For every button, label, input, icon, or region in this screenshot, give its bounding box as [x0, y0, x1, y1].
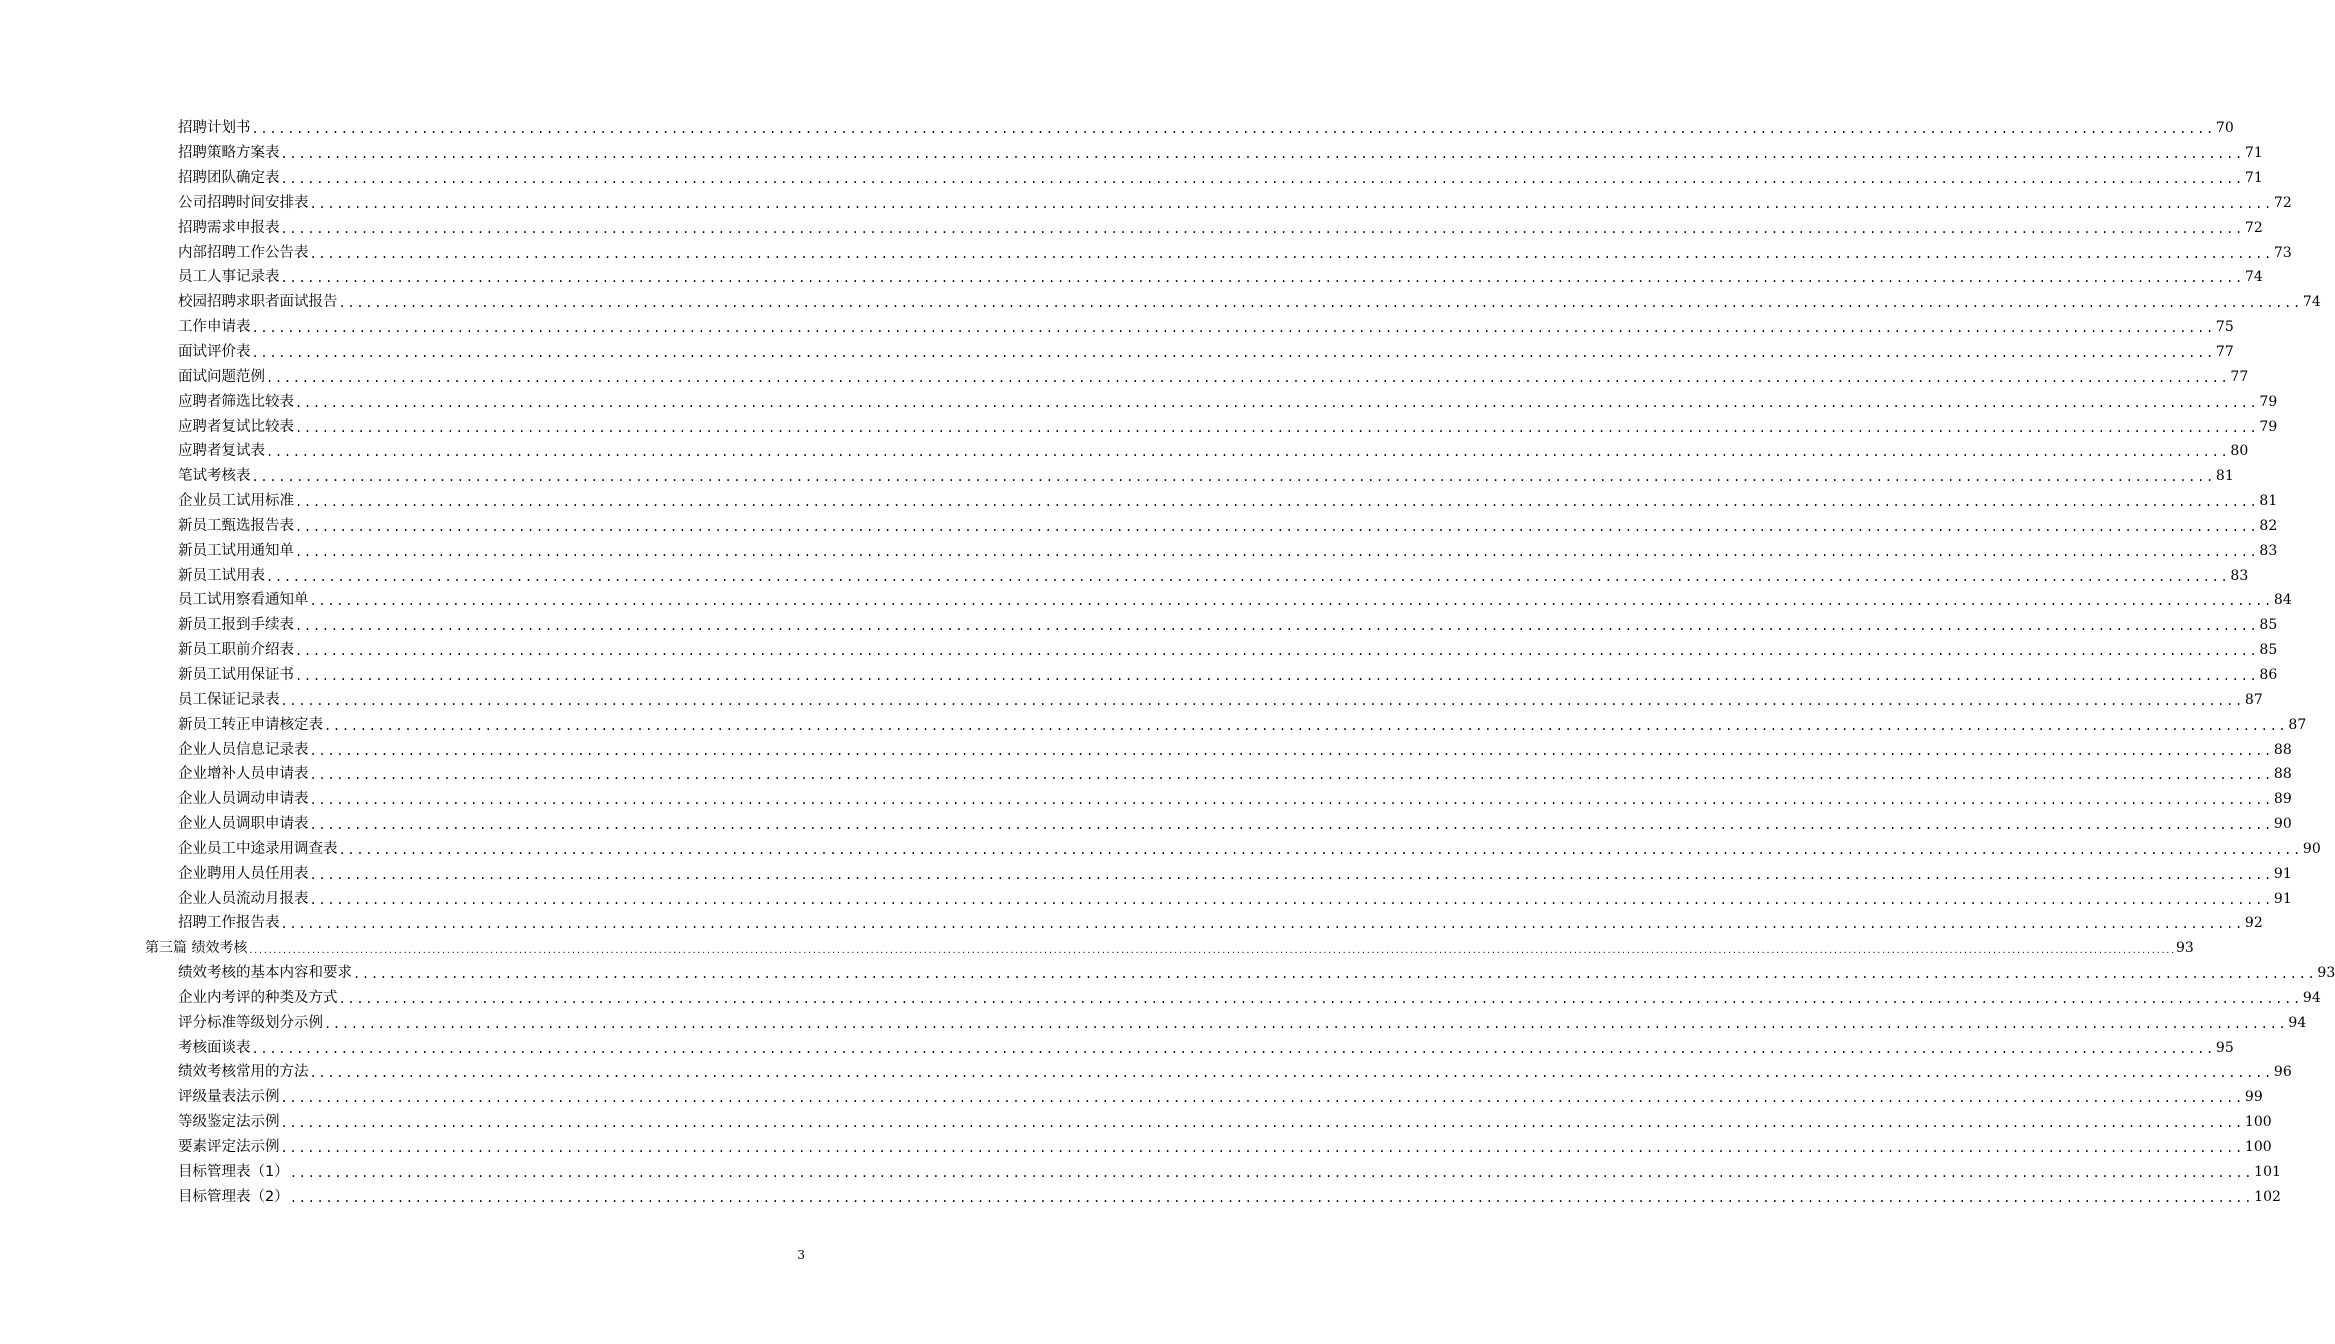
toc-entry[interactable]: [0, 265, 2263, 290]
toc-entry[interactable]: [0, 315, 2234, 340]
toc-entry[interactable]: [0, 215, 2263, 240]
toc-dot-leader: ............................................................................................................................................................................................................................: [309, 1066, 2273, 1081]
toc-entry-title: 员工人事记录表: [178, 269, 280, 286]
toc-dot-leader: ............................................................................................................................................................................................................................: [251, 122, 2215, 137]
toc-dot-leader: ............................................................................................................................................................................................................................: [309, 768, 2273, 783]
toc-entry[interactable]: [0, 1110, 2272, 1135]
toc-entry-page: 94: [2288, 1014, 2307, 1031]
toc-entry[interactable]: [0, 961, 2335, 986]
toc-dot-leader: ............................................................................................................................................................................................................................: [266, 445, 2230, 460]
toc-entry[interactable]: [0, 414, 2278, 439]
toc-entry-page: 83: [2259, 542, 2278, 559]
toc-entry-title: 考核面谈表: [178, 1039, 251, 1056]
toc-entry-page: 77: [2215, 344, 2234, 361]
toc-dot-leader: ............................................................................................................................................................................................................................: [309, 743, 2273, 758]
toc-dot-leader: ............................................................................................................................................................................................................................: [280, 271, 2244, 286]
toc-entry-page: 86: [2259, 666, 2278, 683]
toc-entry-title: 员工试用察看通知单: [178, 592, 309, 609]
toc-entry-page: 79: [2259, 393, 2278, 410]
toc-entry[interactable]: [0, 687, 2263, 712]
toc-entry[interactable]: [0, 191, 2292, 216]
toc-entry-title: 企业人员调职申请表: [178, 816, 309, 833]
toc-entry[interactable]: [0, 464, 2234, 489]
toc-entry-page: 96: [2273, 1064, 2292, 1081]
toc-entry-title: 校园招聘求职者面试报告: [178, 294, 338, 311]
toc-entry[interactable]: [0, 1060, 2292, 1085]
toc-entry-title: 应聘者筛选比较表: [178, 393, 294, 410]
toc-entry[interactable]: [0, 836, 2321, 861]
toc-entry[interactable]: [0, 514, 2278, 539]
toc-entry-title: 要素评定法示例: [178, 1139, 280, 1156]
toc-entry[interactable]: [0, 389, 2278, 414]
toc-entry[interactable]: [0, 663, 2278, 688]
toc-entry[interactable]: [0, 116, 2234, 141]
toc-entry-title: 绩效考核的基本内容和要求: [178, 965, 352, 982]
toc-entry-title: 企业聘用人员任用表: [178, 865, 309, 882]
toc-entry-page: 90: [2273, 816, 2292, 833]
toc-entry[interactable]: [0, 1010, 2307, 1035]
toc-entry-title: 目标管理表（1）: [178, 1163, 289, 1180]
toc-entry-page: 90: [2302, 840, 2321, 857]
toc-entry-title: 评分标准等级划分示例: [178, 1014, 323, 1031]
toc-entry-page: 84: [2273, 592, 2292, 609]
toc-dot-leader: ............................................................................................................................................................................................................................: [251, 346, 2215, 361]
toc-entry-title: 评级量表法示例: [178, 1089, 280, 1106]
toc-entry-page: 80: [2230, 443, 2249, 460]
toc-dot-leader: ............................................................................................................................................................................................................................: [251, 1041, 2215, 1056]
toc-dot-leader: ............................................................................................................................................................................................................................: [251, 470, 2215, 485]
toc-dot-leader: ............................................................................................................................................................................................................................: [295, 668, 2259, 683]
toc-entry[interactable]: [0, 787, 2292, 812]
toc-entry-title: 应聘者复试表: [178, 443, 265, 460]
toc-entry-title: 应聘者复试比较表: [178, 418, 294, 435]
toc-entry-page: 93: [2176, 940, 2194, 957]
toc-entry-page: 81: [2215, 468, 2234, 485]
toc-entry-page: 94: [2302, 989, 2321, 1006]
toc-entry-title: 新员工转正申请核定表: [178, 716, 323, 733]
toc-entry[interactable]: [0, 489, 2278, 514]
toc-entry-title: 内部招聘工作公告表: [178, 244, 309, 261]
toc-entry-page: 101: [2254, 1163, 2281, 1180]
toc-entry[interactable]: [0, 986, 2321, 1011]
toc-entry[interactable]: [0, 737, 2292, 762]
toc-dot-leader: ............................................................................................................................................................................................................................: [309, 892, 2273, 907]
toc-dot-leader: ............................................................................................................................................................................................................................: [338, 296, 2302, 311]
toc-entry-title: 企业人员调动申请表: [178, 791, 309, 808]
toc-entry[interactable]: [0, 563, 2249, 588]
toc-dot-leader: ............................................................................................................................................................................................................................: [251, 321, 2215, 336]
toc-entry-title: 新员工试用表: [178, 567, 265, 584]
toc-entry[interactable]: [0, 911, 2263, 936]
toc-entry-title: 等级鉴定法示例: [178, 1114, 280, 1131]
toc-dot-leader: ............................................................................................................................................................................................................................: [295, 495, 2259, 510]
toc-entry-title: 新员工试用保证书: [178, 666, 294, 683]
toc-entry-title: 面试问题范例: [178, 368, 265, 385]
toc-dot-leader: ............................................................................................................................................................................................................................: [280, 147, 2244, 162]
toc-entry-page: 89: [2273, 791, 2292, 808]
toc-dot-leader: ............................................................................................................................................................................................................................: [309, 818, 2273, 833]
table-of-contents: [0, 116, 2335, 1209]
toc-entry-page: 82: [2259, 517, 2278, 534]
toc-dot-leader: ............................................................................................................................................................................................................................: [309, 196, 2273, 211]
toc-dot-leader: ............................................................................................................................................................................................................................: [280, 693, 2244, 708]
toc-dot-leader: ............................................................................................................................................................................................................................: [280, 1116, 2244, 1131]
toc-entry-title: 新员工试用通知单: [178, 542, 294, 559]
toc-dot-leader: ............................................................................................................................................................................................................................: [309, 246, 2273, 261]
toc-entry-page: 93: [2317, 965, 2335, 982]
toc-entry[interactable]: [0, 812, 2292, 837]
toc-entry[interactable]: [0, 1135, 2272, 1160]
toc-entry-page: 70: [2215, 120, 2234, 137]
toc-entry-title: 新员工报到手续表: [178, 617, 294, 634]
toc-entry-page: 74: [2302, 294, 2321, 311]
toc-dot-leader: ............................................................................................................................................................................................................................: [295, 420, 2259, 435]
toc-entry-page: 100: [2244, 1139, 2272, 1156]
toc-dot-leader: ............................................................................................................................................................................................................................: [295, 395, 2259, 410]
toc-entry[interactable]: [0, 166, 2263, 191]
toc-entry-page: 91: [2273, 890, 2292, 907]
toc-entry-title: 工作申请表: [178, 319, 251, 336]
toc-entry-title: 第三篇 绩效考核: [145, 940, 248, 957]
toc-entry-title: 员工保证记录表: [178, 691, 280, 708]
toc-entry-page: 102: [2254, 1188, 2281, 1205]
toc-dot-leader: ............................................................................................................................................................................................................................: [289, 1190, 2254, 1205]
toc-entry-title: 招聘需求申报表: [178, 219, 280, 236]
toc-entry-title: 企业内考评的种类及方式: [178, 989, 338, 1006]
toc-dot-leader: ............................................................................................................................................................................................................................: [280, 221, 2244, 236]
toc-entry-page: 85: [2259, 617, 2278, 634]
toc-entry-page: 95: [2215, 1039, 2234, 1056]
toc-entry[interactable]: [0, 1184, 2281, 1209]
toc-entry[interactable]: [0, 613, 2278, 638]
toc-dot-leader: ............................................................................................................................................................................................................................: [295, 619, 2259, 634]
toc-dot-leader: ............................................................................................................................................................................................................................: [266, 370, 2230, 385]
toc-entry-page: 87: [2288, 716, 2307, 733]
toc-entry-title: 招聘团队确定表: [178, 170, 280, 187]
toc-entry-page: 74: [2244, 269, 2263, 286]
toc-entry[interactable]: [0, 141, 2263, 166]
toc-entry-title: 企业人员信息记录表: [178, 741, 309, 758]
toc-entry[interactable]: [0, 762, 2292, 787]
toc-entry-title: 笔试考核表: [178, 468, 251, 485]
toc-entry-page: 72: [2244, 219, 2263, 236]
toc-entry[interactable]: [0, 1085, 2263, 1110]
toc-dot-leader: ............................................................................................................................................................................................................................: [266, 569, 2230, 584]
toc-entry-page: 75: [2215, 319, 2234, 336]
toc-entry-page: 79: [2259, 418, 2278, 435]
toc-entry[interactable]: [0, 1159, 2281, 1184]
toc-entry-title: 面试评价表: [178, 344, 251, 361]
toc-dot-leader: ............................................................................................................................................................................................................................: [353, 967, 2317, 982]
toc-entry[interactable]: [0, 290, 2321, 315]
toc-dot-leader: ............................................................................................................................................................................................................................: [295, 544, 2259, 559]
toc-dot-leader: ............................................................................................................................................................................................................................: [309, 594, 2273, 609]
toc-entry-page: 72: [2273, 194, 2292, 211]
toc-entry-page: 88: [2273, 741, 2292, 758]
toc-entry-title: 新员工职前介绍表: [178, 642, 294, 659]
toc-entry-page: 85: [2259, 642, 2278, 659]
toc-entry-page: 81: [2259, 493, 2278, 510]
toc-entry-title: 绩效考核常用的方法: [178, 1064, 309, 1081]
toc-section-heading[interactable]: [0, 936, 2194, 961]
toc-entry[interactable]: [0, 364, 2249, 389]
toc-dot-leader: ............................................................................................................................................................................................................................: [324, 1016, 2288, 1031]
toc-entry-title: 新员工甄选报告表: [178, 517, 294, 534]
toc-dot-leader: ............................................................................................................................................................................................................................: [280, 917, 2244, 932]
toc-entry-page: 100: [2244, 1114, 2272, 1131]
toc-dot-leader: ............................................................................................................................................................................................................................: [338, 842, 2302, 857]
toc-entry-page: 99: [2244, 1089, 2263, 1106]
toc-dot-leader: ............................................................................................................................................................................................................................: [338, 991, 2302, 1006]
toc-entry[interactable]: [0, 886, 2292, 911]
toc-entry-page: 73: [2273, 244, 2292, 261]
toc-entry-title: 公司招聘时间安排表: [178, 194, 309, 211]
toc-entry-title: 招聘策略方案表: [178, 145, 280, 162]
toc-entry[interactable]: [0, 439, 2249, 464]
toc-entry-page: 92: [2244, 915, 2263, 932]
toc-entry[interactable]: [0, 861, 2292, 886]
toc-entry-page: 88: [2273, 766, 2292, 783]
toc-dot-leader: ............................................................................................................................................................................................................................: [295, 644, 2259, 659]
toc-entry-title: 招聘工作报告表: [178, 915, 280, 932]
toc-entry[interactable]: [0, 538, 2278, 563]
toc-entry-page: 71: [2244, 170, 2263, 187]
toc-dot-leader: ................................................................................................................................................................................................................................................................................................................................................................................................................: [248, 946, 2176, 956]
toc-entry-title: 企业员工中途录用调查表: [178, 840, 338, 857]
toc-entry[interactable]: [0, 340, 2234, 365]
toc-entry-page: 91: [2273, 865, 2292, 882]
toc-entry[interactable]: [0, 638, 2278, 663]
toc-entry-title: 招聘计划书: [178, 120, 251, 137]
toc-dot-leader: ............................................................................................................................................................................................................................: [289, 1165, 2254, 1180]
toc-dot-leader: ............................................................................................................................................................................................................................: [280, 172, 2244, 187]
page-number: 3: [797, 1248, 805, 1262]
toc-entry-page: 77: [2230, 368, 2249, 385]
toc-dot-leader: ............................................................................................................................................................................................................................: [324, 718, 2288, 733]
toc-dot-leader: ............................................................................................................................................................................................................................: [309, 793, 2273, 808]
toc-dot-leader: ............................................................................................................................................................................................................................: [309, 867, 2273, 882]
toc-dot-leader: ............................................................................................................................................................................................................................: [280, 1091, 2244, 1106]
toc-entry[interactable]: [0, 240, 2292, 265]
toc-entry-title: 目标管理表（2）: [178, 1188, 289, 1205]
toc-entry-title: 企业人员流动月报表: [178, 890, 309, 907]
toc-dot-leader: ............................................................................................................................................................................................................................: [295, 519, 2259, 534]
toc-entry[interactable]: [0, 712, 2307, 737]
toc-entry-page: 83: [2230, 567, 2249, 584]
toc-entry[interactable]: [0, 1035, 2234, 1060]
toc-entry-page: 71: [2244, 145, 2263, 162]
toc-entry[interactable]: [0, 588, 2292, 613]
toc-entry-title: 企业增补人员申请表: [178, 766, 309, 783]
toc-dot-leader: ............................................................................................................................................................................................................................: [280, 1141, 2244, 1156]
toc-entry-title: 企业员工试用标准: [178, 493, 294, 510]
toc-entry-page: 87: [2244, 691, 2263, 708]
